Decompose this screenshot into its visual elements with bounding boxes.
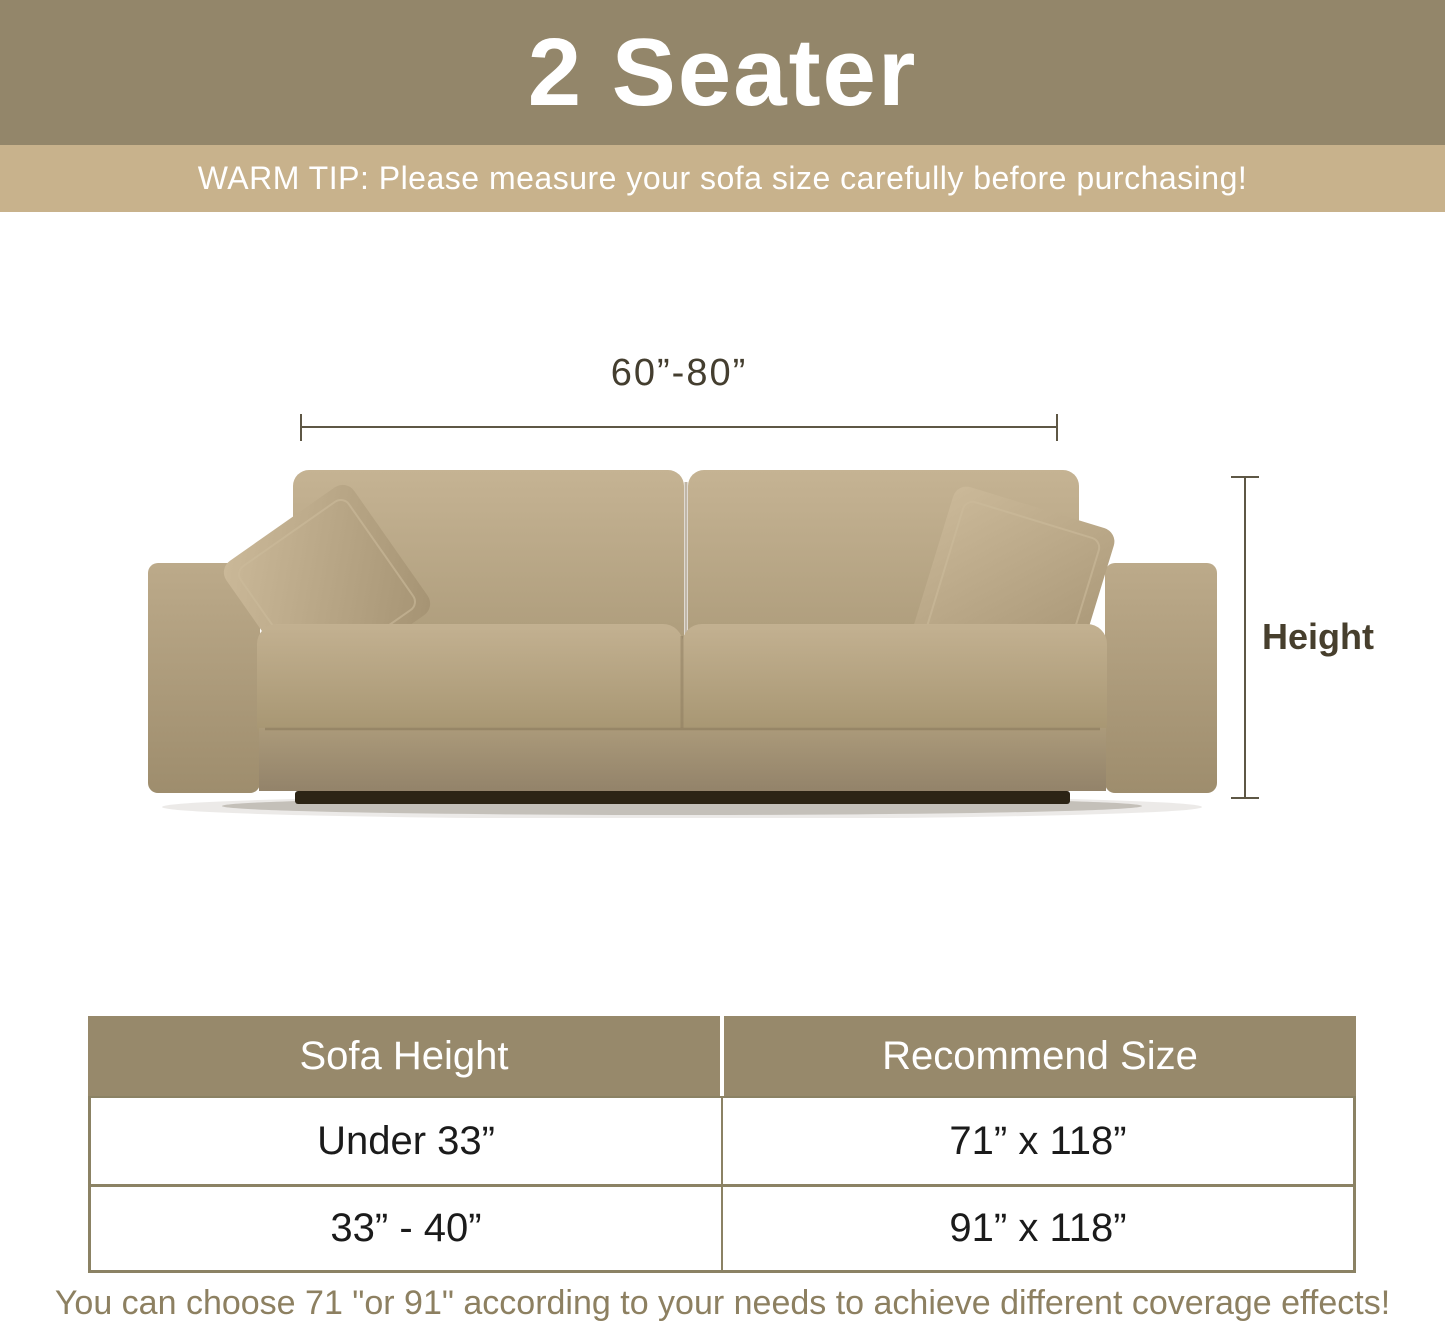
height-dimension-tick-bottom — [1231, 797, 1259, 799]
width-dimension-tick-left — [300, 414, 302, 441]
width-dimension-line — [301, 426, 1057, 428]
sofa-front-rail — [259, 728, 1106, 791]
width-dimension-label: 60”-80” — [610, 352, 748, 394]
seat-cushion-left — [257, 624, 683, 744]
column-header-recommend-size: Recommend Size — [720, 1016, 1356, 1096]
size-table-body — [88, 1096, 1356, 1273]
size-table — [88, 1016, 1356, 1273]
warm-tip-band — [0, 145, 1445, 212]
warm-tip-text: WARM TIP: Please measure your sofa size carefully before purchasing! — [197, 160, 1248, 196]
cell-recommend-size-2: 91” x 118” — [721, 1187, 1353, 1270]
size-table-header-row — [88, 1016, 1356, 1096]
sofa-svg — [145, 466, 1220, 818]
arm-right — [1105, 563, 1217, 793]
table-row — [91, 1098, 1353, 1184]
cell-sofa-height-1: Under 33” — [317, 1118, 495, 1163]
cell-sofa-height-2: 33” - 40” — [330, 1206, 482, 1250]
footer-note: You can choose 71 "or 91" according to your needs to achieve different coverage effects! — [54, 1284, 1391, 1322]
sofa-illustration — [145, 466, 1220, 818]
table-row — [91, 1184, 1353, 1270]
column-header-sofa-height: Sofa Height — [299, 1033, 509, 1078]
header-band — [0, 0, 1445, 145]
sofa-plinth — [295, 791, 1070, 804]
height-dimension-tick-top — [1231, 476, 1259, 478]
page-title: 2 Seater — [527, 18, 918, 126]
height-dimension-line — [1244, 477, 1246, 799]
height-dimension-label: Height — [1262, 616, 1374, 657]
cell-recommend-size-1: 71” x 118” — [721, 1098, 1353, 1184]
width-dimension-tick-right — [1056, 414, 1058, 441]
seat-cushion-right — [682, 624, 1107, 744]
